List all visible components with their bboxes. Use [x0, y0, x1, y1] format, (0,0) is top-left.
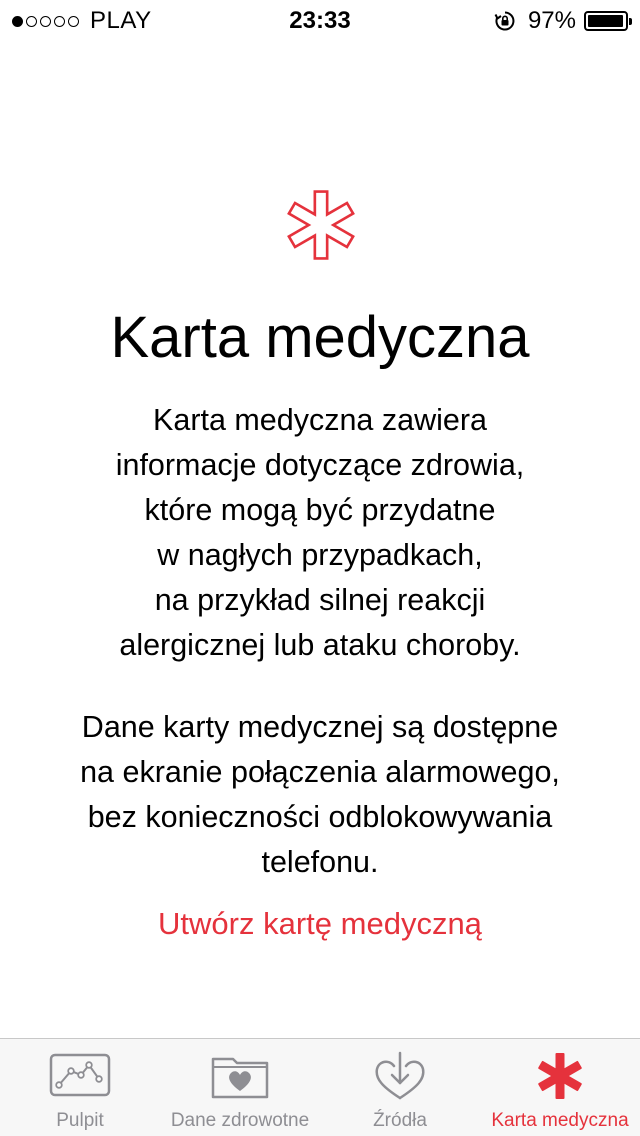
medical-asterisk-icon — [529, 1051, 591, 1101]
description-line: bez konieczności odblokowywania — [87, 800, 553, 834]
tab-dashboard[interactable] — [0, 1039, 160, 1136]
medical-asterisk-icon — [277, 181, 365, 269]
tab-bar — [0, 1038, 640, 1136]
description-paragraph-2 — [20, 705, 620, 885]
tab-medical-id[interactable] — [480, 1039, 640, 1136]
battery-icon — [584, 11, 628, 31]
status-right — [494, 7, 628, 35]
tab-health-data[interactable] — [160, 1039, 320, 1136]
tab-sources[interactable] — [320, 1039, 480, 1136]
description-line: telefonu. — [261, 845, 379, 879]
description-line: Dane karty medycznej są dostępne — [81, 710, 559, 744]
create-medical-id-link[interactable]: Utwórz kartę medyczną — [158, 906, 482, 941]
rotation-lock-icon — [494, 10, 516, 32]
description-line: alergicznej lub ataku choroby. — [119, 628, 521, 662]
status-time: 23:33 — [289, 7, 351, 34]
page-title: Karta medyczna — [110, 305, 530, 370]
description-paragraph-1 — [20, 398, 620, 668]
description-line: w nagłych przypadkach, — [157, 538, 483, 572]
tab-label: Pulpit — [56, 1110, 104, 1131]
status-bar — [0, 0, 640, 40]
tab-label: Źródła — [373, 1110, 427, 1131]
health-data-folder-icon — [209, 1051, 271, 1101]
description-line: informacje dotyczące zdrowia, — [115, 448, 525, 482]
carrier-name: PLAY — [90, 7, 152, 34]
description-line: które mogą być przydatne — [144, 493, 496, 527]
tab-label: Dane zdrowotne — [170, 1110, 310, 1131]
dashboard-chart-icon — [49, 1051, 111, 1101]
description-line: Karta medyczna zawiera — [153, 403, 487, 437]
tab-label: Karta medyczna — [491, 1110, 629, 1131]
battery-fill — [588, 15, 623, 27]
sources-heart-icon — [369, 1051, 431, 1101]
description-line: na przykład silnej reakcji — [154, 583, 486, 617]
description-line: na ekranie połączenia alarmowego, — [80, 755, 560, 789]
battery-percentage: 97% — [527, 7, 576, 34]
